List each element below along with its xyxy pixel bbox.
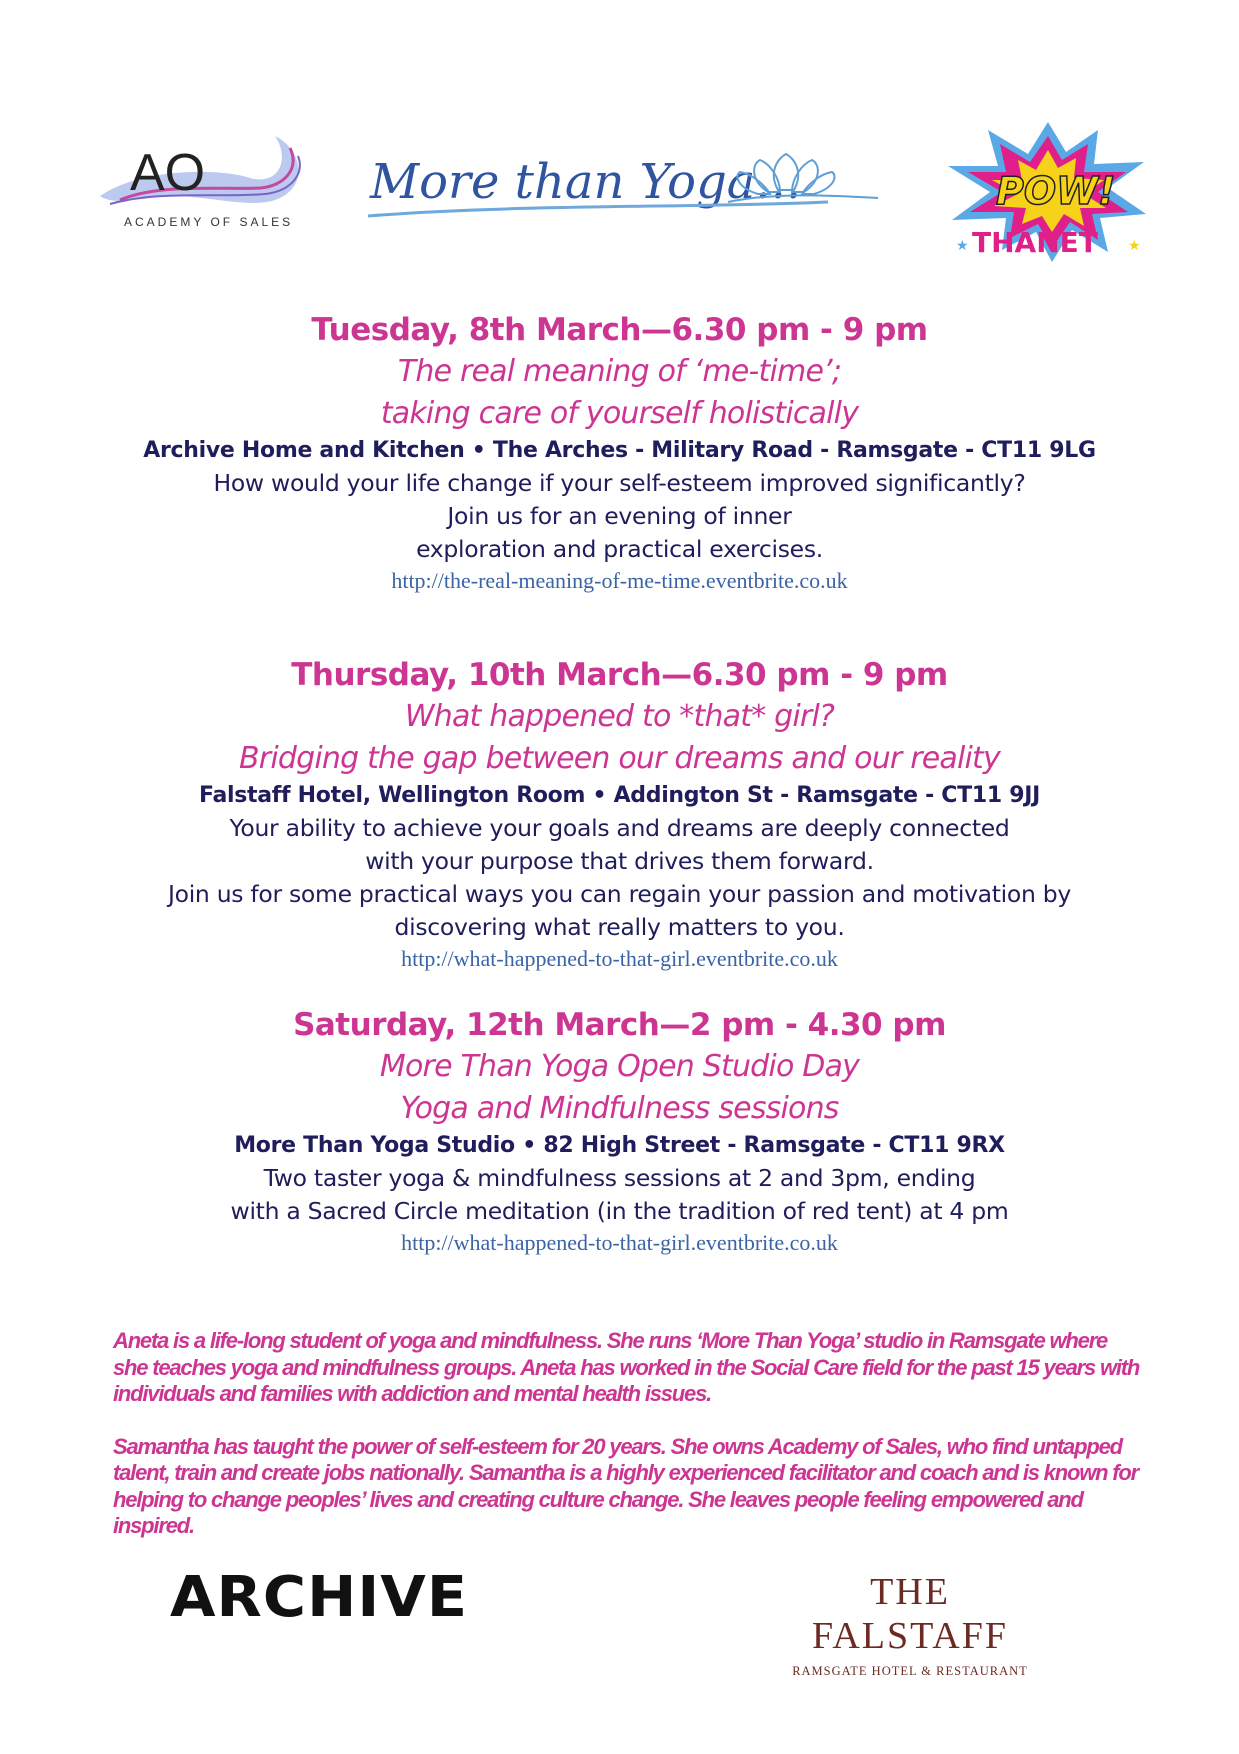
archive-logo: ARCHIVE — [170, 1565, 469, 1630]
eventbrite-link[interactable]: http://what-happened-to-that-girl.eventbrite.co.uk — [401, 946, 838, 971]
event-description-line: Two taster yoga & mindfulness sessions at 2 and 3pm, ending — [263, 1164, 976, 1192]
event-description-line: Join us for some practical ways you can regain your passion and motivation by — [168, 880, 1071, 908]
star-icon: ★ — [1128, 238, 1141, 254]
event-description-line: with a Sacred Circle meditation (in the tradition of red tent) at 4 pm — [230, 1197, 1009, 1225]
facilitator-bios — [113, 1328, 1143, 1566]
bio-aneta: Aneta is a life-long student of yoga and mindfulness. She runs ‘More Than Yoga’ studio in Ramsgate where she teaches yoga and mindfulness groups. Aneta has worked in the Social Care field for the past 15 years with individuals and families with addiction and mental health issues. — [113, 1328, 1140, 1406]
aos-tagline: ACADEMY OF SALES — [124, 215, 294, 229]
burst-icon — [948, 122, 1148, 282]
event-venue: Falstaff Hotel, Wellington Room • Addington St - Ramsgate - CT11 9JJ — [199, 783, 1040, 808]
eventbrite-link[interactable]: http://what-happened-to-that-girl.eventbrite.co.uk — [401, 1230, 838, 1255]
event-tuesday — [0, 309, 1239, 596]
event-subtitle: What happened to *that* girl? — [404, 699, 835, 734]
more-than-yoga-mark — [368, 150, 888, 240]
pow-place: THANET — [972, 226, 1098, 259]
event-subtitle: The real meaning of ‘me-time’; — [397, 354, 842, 389]
event-description-line: Your ability to achieve your goals and dreams are deeply connected — [229, 814, 1010, 842]
aos-swoosh-logo — [100, 128, 315, 258]
event-description-line: Join us for an evening of inner — [447, 502, 792, 530]
star-icon: ★ — [956, 238, 969, 254]
event-subtitle: Yoga and Mindfulness sessions — [400, 1091, 839, 1126]
event-description-line: exploration and practical exercises. — [416, 535, 823, 563]
event-date: Thursday, 10th March—6.30 pm - 9 pm — [291, 657, 948, 693]
event-subtitle: More Than Yoga Open Studio Day — [379, 1049, 860, 1084]
more-than-yoga-text: More than Yoga... — [370, 154, 802, 210]
event-date: Tuesday, 8th March—6.30 pm - 9 pm — [311, 312, 928, 348]
eventbrite-link[interactable]: http://the-real-meaning-of-me-time.eventbrite.co.uk — [391, 568, 848, 593]
event-description-line: discovering what really matters to you. — [394, 913, 845, 941]
falstaff-name: THE FALSTAFF — [812, 1571, 1008, 1657]
bio-samantha: Samantha has taught the power of self-esteem for 20 years. She owns Academy of Sales, who find untapped talent, train and create jobs nationally. Samantha is a highly experienced facilitator and coach and is known for helping to change peoples’ lives and creating culture change. She leaves people feeling empowered and inspired. — [113, 1433, 1138, 1538]
pow-thanet-logo — [948, 122, 1148, 282]
event-subtitle: Bridging the gap between our dreams and our reality — [239, 741, 1000, 776]
event-saturday — [0, 1004, 1239, 1258]
event-subtitle: taking care of yourself holistically — [380, 396, 859, 431]
event-thursday — [0, 654, 1239, 974]
aos-mark: AO — [130, 144, 206, 202]
more-than-yoga-logo — [368, 150, 888, 240]
academy-of-sales-logo — [100, 128, 315, 258]
falstaff-logo — [780, 1570, 1040, 1678]
event-venue: Archive Home and Kitchen • The Arches - Military Road - Ramsgate - CT11 9LG — [143, 438, 1096, 463]
falstaff-tagline: RAMSGATE HOTEL & RESTAURANT — [792, 1664, 1028, 1678]
event-description-line: with your purpose that drives them forward. — [365, 847, 874, 875]
pow-word: POW! — [996, 169, 1116, 213]
event-description-line: How would your life change if your self-esteem improved significantly? — [213, 469, 1026, 497]
event-venue: More Than Yoga Studio • 82 High Street - Ramsgate - CT11 9RX — [234, 1133, 1005, 1158]
event-date: Saturday, 12th March—2 pm - 4.30 pm — [293, 1007, 946, 1043]
